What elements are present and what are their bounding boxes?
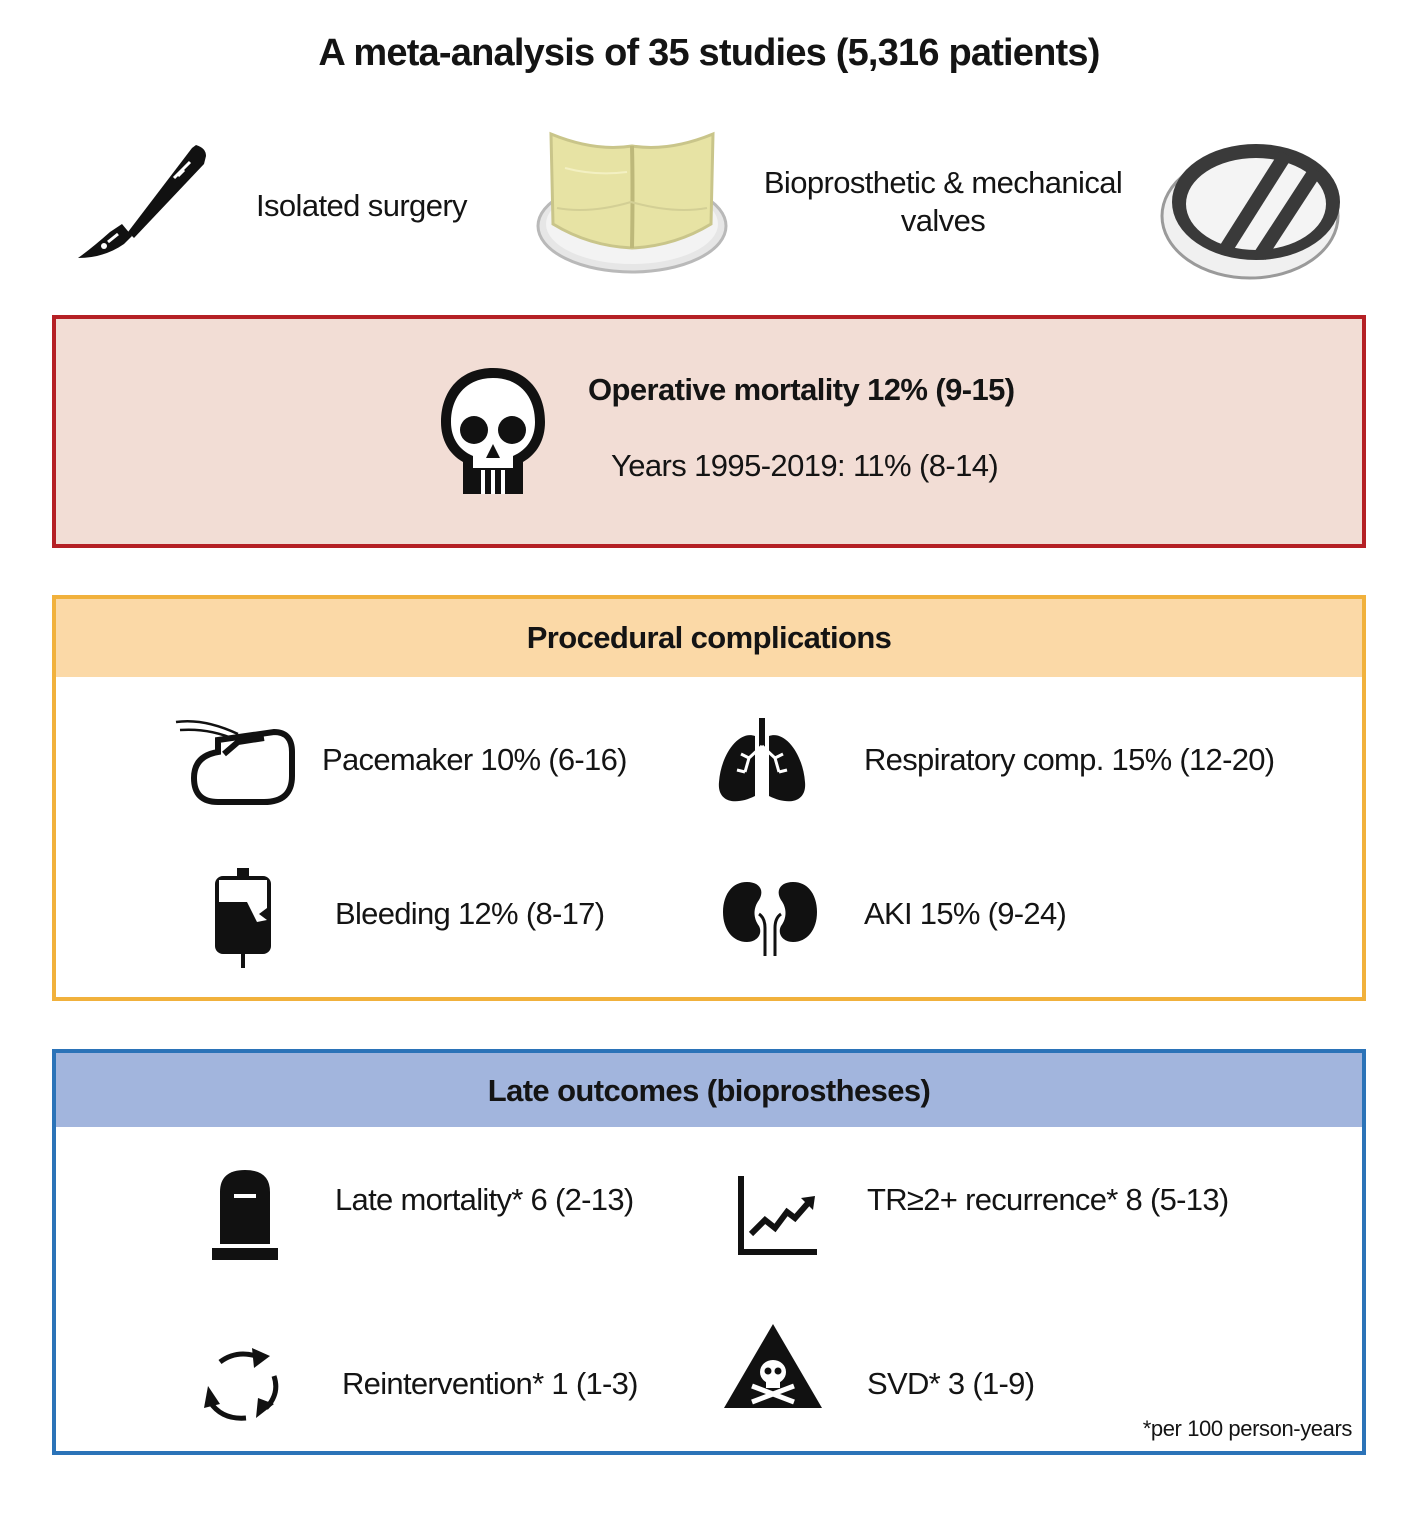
scalpel-icon <box>74 140 214 265</box>
lungs-icon <box>715 718 809 808</box>
late-outcomes-heading: Late outcomes (bioprostheses) <box>56 1053 1362 1127</box>
cycle-arrows-icon <box>202 1346 282 1422</box>
respiratory-label: Respiratory comp. 15% (12-20) <box>864 742 1275 777</box>
blood-bag-icon <box>211 868 275 970</box>
skull-icon <box>437 364 549 498</box>
pacemaker-icon <box>174 716 298 810</box>
mortality-years-text: Years 1995-2019: 11% (8-14) <box>611 448 999 483</box>
bioprosthetic-valve-icon <box>535 128 730 276</box>
tr-recurrence-label: TR≥2+ recurrence* 8 (5-13) <box>867 1182 1229 1217</box>
hazard-skull-icon <box>722 1322 824 1410</box>
valves-label-line2: valves <box>900 203 986 238</box>
tombstone-icon <box>212 1168 278 1264</box>
procedural-complications-heading: Procedural complications <box>56 599 1362 677</box>
operative-mortality-panel <box>52 315 1366 548</box>
aki-label: AKI 15% (9-24) <box>864 896 1067 931</box>
mechanical-valve-icon <box>1158 124 1348 284</box>
page-title: A meta-analysis of 35 studies (5,316 patients) <box>318 32 1100 74</box>
late-mortality-label: Late mortality* 6 (2-13) <box>335 1182 634 1217</box>
valves-label <box>743 164 1143 240</box>
valves-label-line1: Bioprosthetic & mechanical <box>763 165 1123 200</box>
rising-chart-icon <box>737 1176 819 1256</box>
isolated-surgery-label: Isolated surgery <box>256 188 467 223</box>
svd-label: SVD* 3 (1-9) <box>867 1366 1035 1401</box>
kidneys-icon <box>723 880 817 956</box>
footnote: *per 100 person-years <box>1142 1416 1352 1441</box>
pacemaker-label: Pacemaker 10% (6-16) <box>322 742 627 777</box>
reintervention-label: Reintervention* 1 (1-3) <box>342 1366 638 1401</box>
bleeding-label: Bleeding 12% (8-17) <box>335 896 605 931</box>
operative-mortality-text: Operative mortality 12% (9-15) <box>588 372 1015 407</box>
